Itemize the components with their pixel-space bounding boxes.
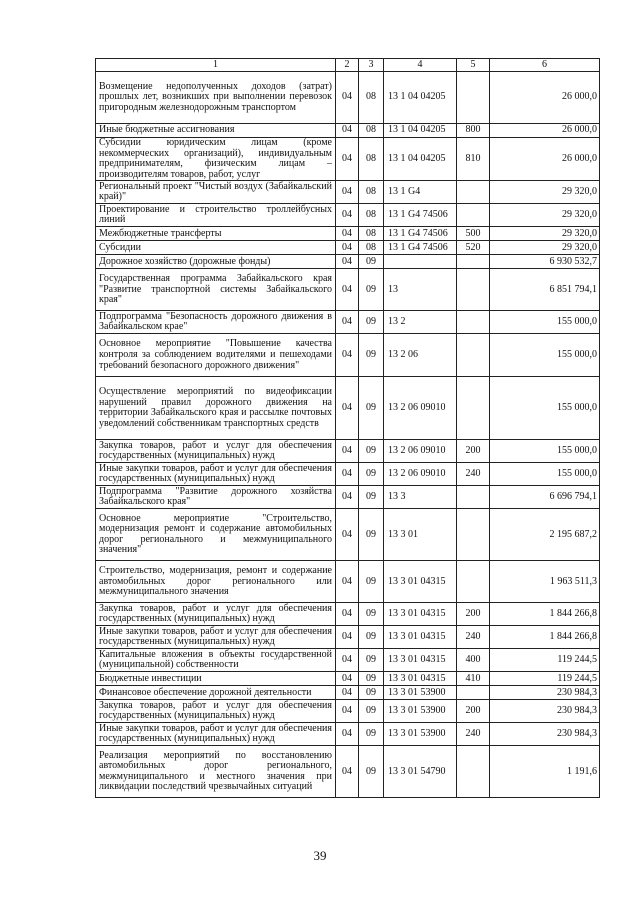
row-target-code: 13 1 04 04205 <box>384 138 457 181</box>
row-expense-type: 410 <box>457 672 490 686</box>
row-section: 04 <box>336 509 359 561</box>
column-header-section: 2 <box>336 59 359 72</box>
row-expense-type <box>457 72 490 124</box>
budget-table-wrapper <box>95 58 600 798</box>
table-row <box>96 440 600 463</box>
row-section: 04 <box>336 124 359 138</box>
row-subsection: 08 <box>359 227 384 241</box>
row-subsection: 09 <box>359 486 384 509</box>
row-name: Иные закупки товаров, работ и услуг для обеспечения государственных (муниципальных) нужд <box>96 626 336 649</box>
row-name: Подпрограмма "Развитие дорожного хозяйства Забайкальского края" <box>96 486 336 509</box>
row-target-code: 13 3 <box>384 486 457 509</box>
table-row <box>96 746 600 798</box>
row-expense-type <box>457 311 490 334</box>
row-subsection: 08 <box>359 204 384 227</box>
row-subsection: 09 <box>359 269 384 311</box>
row-amount: 2 195 687,2 <box>490 509 600 561</box>
row-subsection: 08 <box>359 72 384 124</box>
row-amount: 26 000,0 <box>490 138 600 181</box>
row-name: Иные закупки товаров, работ и услуг для обеспечения государственных (муниципальных) нужд <box>96 463 336 486</box>
row-amount: 155 000,0 <box>490 377 600 440</box>
table-row <box>96 227 600 241</box>
row-subsection: 09 <box>359 509 384 561</box>
row-amount: 29 320,0 <box>490 227 600 241</box>
row-section: 04 <box>336 311 359 334</box>
row-section: 04 <box>336 700 359 723</box>
row-name: Проектирование и строительство троллейбусных линий <box>96 204 336 227</box>
row-subsection: 08 <box>359 241 384 255</box>
row-target-code: 13 2 06 09010 <box>384 463 457 486</box>
row-section: 04 <box>336 561 359 603</box>
row-expense-type <box>457 181 490 204</box>
row-amount: 29 320,0 <box>490 241 600 255</box>
page-number: 39 <box>313 848 327 863</box>
row-subsection: 08 <box>359 138 384 181</box>
row-expense-type: 200 <box>457 700 490 723</box>
row-expense-type <box>457 377 490 440</box>
row-section: 04 <box>336 463 359 486</box>
row-section: 04 <box>336 686 359 700</box>
row-section: 04 <box>336 227 359 241</box>
row-target-code: 13 1 04 04205 <box>384 72 457 124</box>
row-amount: 29 320,0 <box>490 204 600 227</box>
table-row <box>96 626 600 649</box>
row-expense-type <box>457 269 490 311</box>
row-section: 04 <box>336 377 359 440</box>
row-amount: 1 844 266,8 <box>490 603 600 626</box>
table-row <box>96 509 600 561</box>
row-name: Закупка товаров, работ и услуг для обеспечения государственных (муниципальных) нужд <box>96 440 336 463</box>
row-target-code: 13 3 01 53900 <box>384 700 457 723</box>
column-header-target-code: 4 <box>384 59 457 72</box>
row-name: Осуществление мероприятий по видеофиксации нарушений правил дорожного движения на территории Забайкальского края и рассылке почтовых уведомлений собственникам транспортных средств <box>96 377 336 440</box>
table-row <box>96 603 600 626</box>
row-expense-type: 810 <box>457 138 490 181</box>
row-target-code: 13 3 01 04315 <box>384 649 457 672</box>
row-subsection: 09 <box>359 561 384 603</box>
row-target-code: 13 3 01 04315 <box>384 626 457 649</box>
row-name: Закупка товаров, работ и услуг для обеспечения государственных (муниципальных) нужд <box>96 700 336 723</box>
row-amount: 230 984,3 <box>490 700 600 723</box>
row-amount: 155 000,0 <box>490 334 600 377</box>
table-body <box>96 72 600 798</box>
row-name: Субсидии <box>96 241 336 255</box>
row-target-code: 13 3 01 04315 <box>384 561 457 603</box>
column-header-amount: 6 <box>490 59 600 72</box>
row-expense-type <box>457 486 490 509</box>
row-subsection: 09 <box>359 686 384 700</box>
row-subsection: 09 <box>359 463 384 486</box>
row-expense-type: 200 <box>457 440 490 463</box>
row-expense-type: 520 <box>457 241 490 255</box>
row-target-code: 13 2 06 <box>384 334 457 377</box>
row-target-code: 13 2 06 09010 <box>384 377 457 440</box>
row-amount: 155 000,0 <box>490 311 600 334</box>
row-section: 04 <box>336 72 359 124</box>
row-expense-type <box>457 561 490 603</box>
row-name: Основное мероприятие "Строительство, модернизация ремонт и содержание автомобильных дорог регионального и межмуниципального значения" <box>96 509 336 561</box>
row-amount: 119 244,5 <box>490 672 600 686</box>
row-name: Капитальные вложения в объекты государственной (муниципальной) собственности <box>96 649 336 672</box>
row-name: Иные бюджетные ассигнования <box>96 124 336 138</box>
row-expense-type <box>457 204 490 227</box>
table-row <box>96 486 600 509</box>
row-name: Государственная программа Забайкальского края "Развитие транспортной системы Забайкальского края" <box>96 269 336 311</box>
row-target-code: 13 1 04 04205 <box>384 124 457 138</box>
row-section: 04 <box>336 440 359 463</box>
row-name: Дорожное хозяйство (дорожные фонды) <box>96 255 336 269</box>
table-row <box>96 181 600 204</box>
row-target-code: 13 <box>384 269 457 311</box>
table-row <box>96 138 600 181</box>
row-subsection: 09 <box>359 603 384 626</box>
row-amount: 29 320,0 <box>490 181 600 204</box>
row-name: Межбюджетные трансферты <box>96 227 336 241</box>
row-name: Иные закупки товаров, работ и услуг для обеспечения государственных (муниципальных) нужд <box>96 723 336 746</box>
row-section: 04 <box>336 138 359 181</box>
row-name: Финансовое обеспечение дорожной деятельности <box>96 686 336 700</box>
row-target-code: 13 3 01 53900 <box>384 686 457 700</box>
row-target-code: 13 3 01 <box>384 509 457 561</box>
row-amount: 1 191,6 <box>490 746 600 798</box>
table-row <box>96 269 600 311</box>
row-target-code: 13 1 G4 74506 <box>384 227 457 241</box>
row-section: 04 <box>336 746 359 798</box>
row-section: 04 <box>336 241 359 255</box>
row-expense-type <box>457 746 490 798</box>
row-expense-type: 500 <box>457 227 490 241</box>
table-row <box>96 672 600 686</box>
table-row <box>96 334 600 377</box>
column-header-expense-type: 5 <box>457 59 490 72</box>
row-name: Субсидии юридическим лицам (кроме некоммерческих организаций), индивидуальным предпринимателям, физическим лицам – производителям товаров, работ, услуг <box>96 138 336 181</box>
row-target-code <box>384 255 457 269</box>
row-amount: 6 851 794,1 <box>490 269 600 311</box>
row-name: Закупка товаров, работ и услуг для обеспечения государственных (муниципальных) нужд <box>96 603 336 626</box>
row-subsection: 09 <box>359 626 384 649</box>
row-name: Строительство, модернизация, ремонт и содержание автомобильных дорог регионального или межмуниципального значения <box>96 561 336 603</box>
table-row <box>96 723 600 746</box>
row-name: Подпрограмма "Безопасность дорожного движения в Забайкальском крае" <box>96 311 336 334</box>
row-section: 04 <box>336 334 359 377</box>
row-section: 04 <box>336 603 359 626</box>
table-row <box>96 649 600 672</box>
row-section: 04 <box>336 672 359 686</box>
row-expense-type: 240 <box>457 463 490 486</box>
row-section: 04 <box>336 626 359 649</box>
row-section: 04 <box>336 723 359 746</box>
row-amount: 6 930 532,7 <box>490 255 600 269</box>
table-row <box>96 561 600 603</box>
row-amount: 155 000,0 <box>490 463 600 486</box>
row-target-code: 13 1 G4 74506 <box>384 204 457 227</box>
column-header-subsection: 3 <box>359 59 384 72</box>
row-expense-type: 200 <box>457 603 490 626</box>
row-target-code: 13 2 06 09010 <box>384 440 457 463</box>
row-name: Основное мероприятие "Повышение качества контроля за соблюдением водителями и пешеходами требований безопасного дорожного движения" <box>96 334 336 377</box>
row-subsection: 09 <box>359 255 384 269</box>
row-section: 04 <box>336 269 359 311</box>
row-amount: 119 244,5 <box>490 649 600 672</box>
row-expense-type <box>457 509 490 561</box>
row-amount: 6 696 794,1 <box>490 486 600 509</box>
table-row <box>96 686 600 700</box>
row-subsection: 09 <box>359 649 384 672</box>
row-section: 04 <box>336 486 359 509</box>
table-row <box>96 463 600 486</box>
row-target-code: 13 1 G4 74506 <box>384 241 457 255</box>
row-expense-type <box>457 255 490 269</box>
row-expense-type: 240 <box>457 626 490 649</box>
row-subsection: 09 <box>359 334 384 377</box>
table-row <box>96 255 600 269</box>
row-amount: 1 963 511,3 <box>490 561 600 603</box>
table-row <box>96 72 600 124</box>
table-row <box>96 311 600 334</box>
row-target-code: 13 3 01 54790 <box>384 746 457 798</box>
row-amount: 1 844 266,8 <box>490 626 600 649</box>
row-target-code: 13 3 01 53900 <box>384 723 457 746</box>
table-row <box>96 377 600 440</box>
table-row <box>96 700 600 723</box>
row-subsection: 09 <box>359 723 384 746</box>
table-row <box>96 204 600 227</box>
row-target-code: 13 3 01 04315 <box>384 603 457 626</box>
row-amount: 155 000,0 <box>490 440 600 463</box>
row-expense-type <box>457 334 490 377</box>
row-amount: 230 984,3 <box>490 723 600 746</box>
row-target-code: 13 3 01 04315 <box>384 672 457 686</box>
budget-table <box>95 58 600 798</box>
row-expense-type: 800 <box>457 124 490 138</box>
row-name: Региональный проект "Чистый воздух (Забайкальский край)" <box>96 181 336 204</box>
row-section: 04 <box>336 255 359 269</box>
row-name: Возмещение недополученных доходов (затрат) прошлых лет, возникших при выполнении перевозок пригородным железнодорожным транспортом <box>96 72 336 124</box>
row-expense-type: 400 <box>457 649 490 672</box>
table-row <box>96 124 600 138</box>
row-subsection: 09 <box>359 377 384 440</box>
table-header <box>96 59 600 72</box>
row-section: 04 <box>336 204 359 227</box>
row-subsection: 09 <box>359 311 384 334</box>
row-section: 04 <box>336 649 359 672</box>
row-subsection: 08 <box>359 181 384 204</box>
row-target-code: 13 2 <box>384 311 457 334</box>
row-expense-type: 240 <box>457 723 490 746</box>
row-amount: 230 984,3 <box>490 686 600 700</box>
row-target-code: 13 1 G4 <box>384 181 457 204</box>
row-name: Реализация мероприятий по восстановлению автомобильных дорог регионального, межмуниципального и местного значения при ликвидации последствий чрезвычайных ситуаций <box>96 746 336 798</box>
row-subsection: 09 <box>359 672 384 686</box>
row-subsection: 08 <box>359 124 384 138</box>
row-name: Бюджетные инвестиции <box>96 672 336 686</box>
row-amount: 26 000,0 <box>490 124 600 138</box>
row-amount: 26 000,0 <box>490 72 600 124</box>
row-subsection: 09 <box>359 440 384 463</box>
column-header-name: 1 <box>96 59 336 72</box>
row-section: 04 <box>336 181 359 204</box>
table-row <box>96 241 600 255</box>
row-subsection: 09 <box>359 700 384 723</box>
header-row <box>96 59 600 72</box>
row-subsection: 09 <box>359 746 384 798</box>
row-expense-type <box>457 686 490 700</box>
